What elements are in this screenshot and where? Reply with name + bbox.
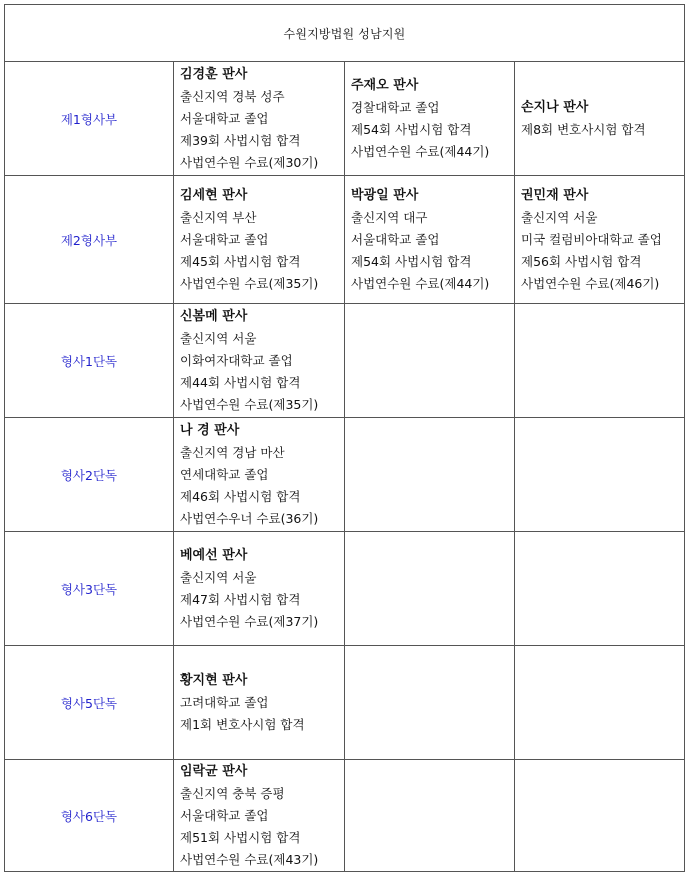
judge-detail: 제1회 변호사시험 합격 (180, 716, 305, 732)
division-name: 형사3단독 (5, 532, 174, 646)
judge-detail: 출신지역 충북 증평 (180, 785, 285, 801)
judge-detail: 서울대학교 졸업 (180, 110, 269, 126)
judge-detail: 출신지역 대구 (351, 209, 428, 225)
judge-detail: 사법연수원 수료(제43기) (180, 851, 319, 867)
division-row (5, 646, 685, 760)
judge-detail: 제54회 사법시험 합격 (351, 121, 472, 137)
title-row (5, 5, 685, 62)
empty-cell (515, 304, 685, 418)
division-row (5, 176, 685, 304)
judge-name: 박광일 판사 (351, 187, 419, 203)
empty-cell (515, 646, 685, 760)
judge-detail: 사법연수원 수료(제35기) (180, 396, 319, 412)
judge-name: 신봄메 판사 (180, 308, 248, 324)
judge-detail: 사법연수원 수료(제44기) (351, 275, 490, 291)
division-row (5, 304, 685, 418)
judge-detail: 출신지역 서울 (180, 569, 257, 585)
judge-detail: 제46회 사법시험 합격 (180, 488, 301, 504)
judge-detail: 제51회 사법시험 합격 (180, 829, 301, 845)
court-title: 수원지방법원 성남지원 (5, 5, 685, 62)
judge-detail: 출신지역 경북 성주 (180, 88, 285, 104)
judge-card (515, 62, 685, 176)
empty-cell (515, 418, 685, 532)
judge-card (174, 760, 345, 872)
division-row (5, 760, 685, 872)
division-name: 형사5단독 (5, 646, 174, 760)
judge-card (174, 62, 345, 176)
judge-detail: 제8회 변호사시험 합격 (521, 121, 646, 137)
judge-name: 김경훈 판사 (180, 66, 248, 82)
empty-cell (345, 304, 515, 418)
judge-detail: 이화여자대학교 졸업 (180, 352, 293, 368)
judge-detail: 제47회 사법시험 합격 (180, 591, 301, 607)
court-roster-table (4, 4, 685, 872)
empty-cell (345, 760, 515, 872)
judge-detail: 출신지역 서울 (180, 330, 257, 346)
judge-name: 권민재 판사 (521, 187, 589, 203)
judge-detail: 서울대학교 졸업 (351, 231, 440, 247)
judge-detail: 경찰대학교 졸업 (351, 99, 440, 115)
division-row (5, 418, 685, 532)
judge-detail: 제44회 사법시험 합격 (180, 374, 301, 390)
judge-detail: 제45회 사법시험 합격 (180, 253, 301, 269)
division-row (5, 532, 685, 646)
division-name: 제1형사부 (5, 62, 174, 176)
judge-detail: 출신지역 부산 (180, 209, 257, 225)
judge-name: 임락균 판사 (180, 763, 248, 779)
judge-card (174, 304, 345, 418)
judge-detail: 출신지역 경남 마산 (180, 444, 285, 460)
judge-detail: 출신지역 서울 (521, 209, 598, 225)
judge-detail: 연세대학교 졸업 (180, 466, 269, 482)
judge-detail: 서울대학교 졸업 (180, 807, 269, 823)
division-row (5, 62, 685, 176)
division-name: 형사2단독 (5, 418, 174, 532)
judge-card (345, 62, 515, 176)
judge-detail: 미국 컬럼비아대학교 졸업 (521, 231, 662, 247)
division-name: 형사6단독 (5, 760, 174, 872)
judge-detail: 사법연수우너 수료(36기) (180, 510, 319, 526)
empty-cell (345, 418, 515, 532)
judge-detail: 사법연수원 수료(제44기) (351, 143, 490, 159)
judge-detail: 사법연수원 수료(제46기) (521, 275, 660, 291)
judge-card (174, 418, 345, 532)
judge-card (515, 176, 685, 304)
judge-detail: 사법연수원 수료(제35기) (180, 275, 319, 291)
judge-name: 김세현 판사 (180, 187, 248, 203)
judge-name: 주재오 판사 (351, 77, 419, 93)
judge-card (174, 176, 345, 304)
judge-name: 손지나 판사 (521, 99, 589, 115)
division-name: 형사1단독 (5, 304, 174, 418)
judge-detail: 제54회 사법시험 합격 (351, 253, 472, 269)
division-name: 제2형사부 (5, 176, 174, 304)
judge-detail: 고려대학교 졸업 (180, 694, 269, 710)
judge-detail: 제39회 사법시험 합격 (180, 132, 301, 148)
judge-name: 나 경 판사 (180, 422, 240, 438)
empty-cell (515, 760, 685, 872)
empty-cell (345, 532, 515, 646)
judge-card (174, 532, 345, 646)
judge-card (345, 176, 515, 304)
empty-cell (515, 532, 685, 646)
judge-name: 베예선 판사 (180, 547, 248, 563)
judge-detail: 서울대학교 졸업 (180, 231, 269, 247)
empty-cell (345, 646, 515, 760)
judge-card (174, 646, 345, 760)
judge-detail: 제56회 사법시험 합격 (521, 253, 642, 269)
judge-name: 황지현 판사 (180, 672, 248, 688)
judge-detail: 사법연수원 수료(제30기) (180, 154, 319, 170)
judge-detail: 사법연수원 수료(제37기) (180, 613, 319, 629)
